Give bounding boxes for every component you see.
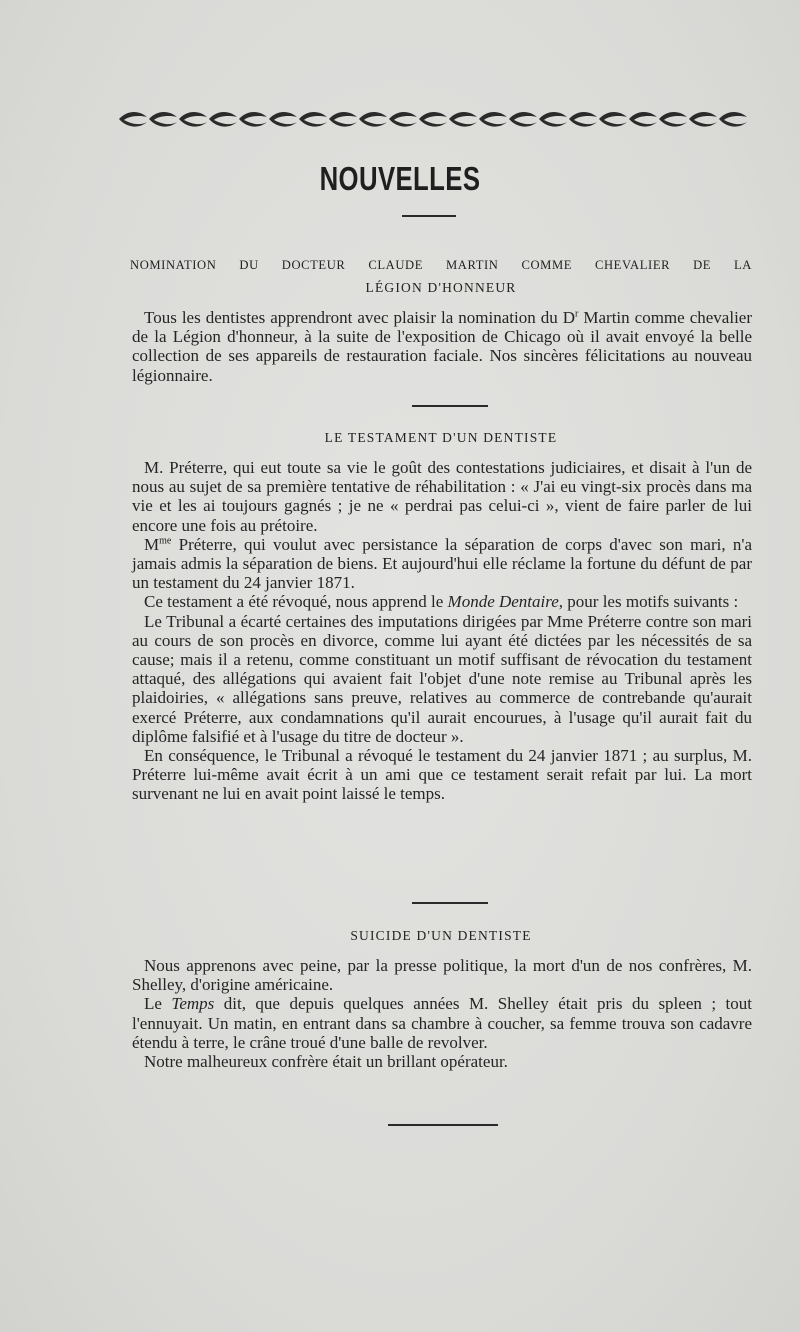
article3-body xyxy=(132,956,752,1071)
decorative-border-ornament xyxy=(118,108,748,130)
article1-separator xyxy=(412,405,488,407)
section-title: NOUVELLES xyxy=(319,160,481,197)
ornament-leaf xyxy=(599,112,627,127)
ornament-leaf xyxy=(569,112,597,127)
article1-heading-line1: NOMINATION DU DOCTEUR CLAUDE MARTIN COMME CHEVALIER DE LA xyxy=(130,258,752,272)
ornament-leaf xyxy=(299,112,327,127)
article1-paragraph: Tous les dentistes apprendront avec plaisir la nomination du $D^r$ Martin comme chevalier de la Légion d'honneur, à la suite de l'exposition de Chicago où il avait envoyé la belle collection de ses appareils de restauration faciale. Nos sincères félicitations au nouveau légionnaire. xyxy=(132,308,752,385)
article2-paragraph-5: En conséquence, le Tribunal a révoqué le testament du 24 janvier 1871 ; au surplus, M. Préterre lui-même avait écrit à un ami que ce testament serait refait par lui. La mort survenant ne lui en avait point laissé le temps. xyxy=(132,746,752,804)
ornament-leaf xyxy=(239,112,267,127)
ornament-leaf xyxy=(359,112,387,127)
article3-paragraph-2: Le Temps dit, que depuis quelques années M. Shelley était pris du spleen ; tout l'ennuyait. Un matin, en entrant dans sa chambre à coucher, sa femme trouva son cadavre étendu à terre, le crâne troué d'une balle de revolver. xyxy=(132,994,752,1052)
ornament-leaf xyxy=(209,112,237,127)
ornament-leaf xyxy=(269,112,297,127)
ornament-leaf xyxy=(329,112,357,127)
ornament-leaf xyxy=(389,112,417,127)
article2-body xyxy=(132,458,752,804)
article3-heading: SUICIDE D'UN DENTISTE xyxy=(350,928,532,943)
article1-heading-line2: LÉGION D'HONNEUR xyxy=(365,280,517,295)
ornament-leaf xyxy=(509,112,537,127)
ornament-leaf xyxy=(689,112,717,127)
article2-paragraph-3: Ce testament a été révoqué, nous apprend le Monde Dentaire, pour les motifs suivants : xyxy=(144,592,739,612)
article2-paragraph-4: Le Tribunal a écarté certaines des imputations dirigées par Mme Préterre contre son mari au cours de son procès en divorce, comme lui ayant été dictées par les nécessités de sa cause; mais il a retenu, comme constituant un motif suffisant de révocation du testament attaqué, des allégations qui avaient fait l'objet d'une note remise au Tribunal après les plaidoiries, « allégations sans preuve, relatives au commerce de contrebande qu'aurait exercé Préterre, aux condamnations qu'il aurait encourues, à l'usage qu'il aurait fait du diplôme falsifié et à l'usage du titre de docteur ». xyxy=(132,611,752,746)
end-rule xyxy=(388,1124,498,1126)
ornament-leaf xyxy=(449,112,477,127)
ornament-leaf xyxy=(479,112,507,127)
ornament-leaf xyxy=(179,112,207,127)
ornament-leaf xyxy=(659,112,687,127)
ornament-leaf xyxy=(419,112,447,127)
article2-paragraph-2: $M^{me}$ Préterre, qui voulut avec persistance la séparation de corps d'avec son mari, n'a jamais admis la séparation de biens. Et aujourd'hui elle réclame la fortune du défunt de par un testament du 24 janvier 1871. xyxy=(132,534,752,593)
ornament-leaf xyxy=(539,112,567,127)
ornament-leaf xyxy=(629,112,657,127)
ornament-leaf xyxy=(719,112,747,127)
article2-separator xyxy=(412,902,488,904)
article3-paragraph-1: Nous apprenons avec peine, par la presse politique, la mort d'un de nos confrères, M. Shelley, d'origine américaine. xyxy=(132,956,752,995)
article2-heading: LE TESTAMENT D'UN DENTISTE xyxy=(324,430,558,445)
article1-body xyxy=(132,308,752,385)
title-rule xyxy=(402,215,456,217)
ornament-leaf xyxy=(149,112,177,127)
ornament-leaf xyxy=(119,112,147,127)
article2-paragraph-1: M. Préterre, qui eut toute sa vie le goût des contestations judiciaires, et disait à l'un de nous au sujet de sa première tentative de réhabilitation : « J'ai eu vingt-six procès dans ma vie et les ai toujours gagnés ; je ne « perdrai pas celui-ci », vient de faire parler de lui encore une fois au prétoire. xyxy=(132,458,752,535)
article3-paragraph-3: Notre malheureux confrère était un brillant opérateur. xyxy=(144,1052,508,1072)
